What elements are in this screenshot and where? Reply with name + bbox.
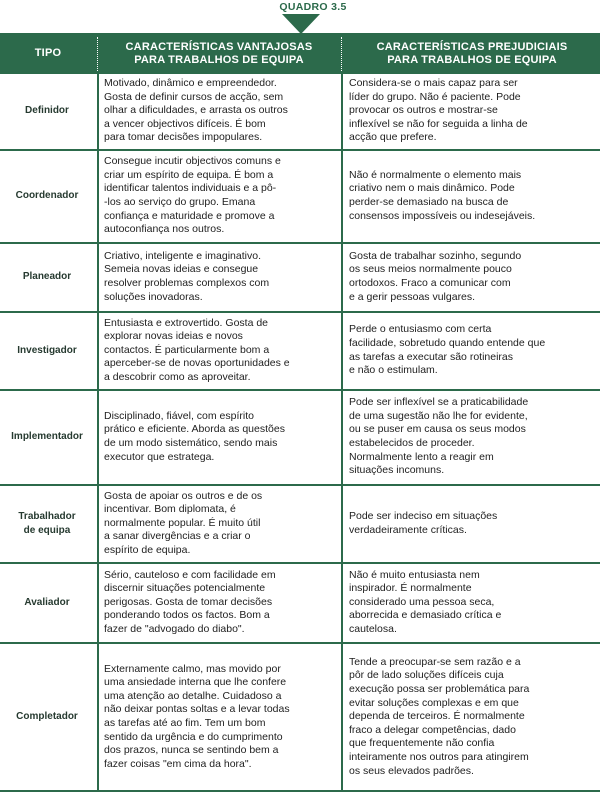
row-disadvantages: Considera-se o mais capaz para ser líder do grupo. Não é paciente. Pode provocar os outros e mostrar-se inflexível se não for seguida a linha de acção que prefere. [349, 77, 528, 144]
row-disadvantages: Não é muito entusiasta nem inspirador. É normalmente considerado uma pessoa seca, aborrecida e demasiado crítica e cautelosa. [349, 568, 502, 635]
table-row [0, 74, 600, 148]
row-type: Definidor [25, 105, 69, 116]
row-advantages: Sério, cauteloso e com facilidade em discernir situações potencialmente perigosas. Gosta de tomar decisões ponderando todos os factos. Bom a fazer de "advogado do diabo". [104, 568, 276, 635]
team-roles-table [0, 33, 600, 792]
header-divider [341, 37, 342, 71]
table-row [0, 486, 600, 561]
row-disadvantages: Gosta de trabalhar sozinho, segundo os seus meios normalmente pouco ortodoxos. Fraco a comunicar com e a gerir pessoas vulgares. [349, 249, 522, 303]
row-disadvantages: Pode ser inflexível se a praticabilidade de uma sugestão não lhe for evidente, ou se puser em causa os seus modos estabelecidos de proceder. Normalmente lento a reagir em situações incomuns. [349, 396, 529, 477]
table-caption [0, 0, 600, 36]
row-disadvantages: Pode ser indeciso em situações verdadeiramente críticas. [349, 509, 498, 536]
row-type: Implementador [11, 431, 83, 442]
row-type: Investigador [17, 344, 77, 356]
table-title: QUADRO 3.5 [279, 1, 347, 13]
row-type: Completador [16, 711, 78, 722]
row-type: Planeador [22, 271, 72, 282]
header-type: TIPO [34, 47, 62, 59]
header-disadvantages: CARACTERÍSTICAS PREJUDICIAIS PARA TRABALHOS DE EQUIPA [376, 40, 568, 66]
table-header [0, 33, 600, 74]
row-advantages: Disciplinado, fiável, com espírito prático e eficiente. Aborda as questões de um modo sistemático, sendo mais executor que estratega. [104, 409, 285, 463]
row-disadvantages: Não é normalmente o elemento mais criativo nem o mais dinâmico. Pode perder-se demasiado na busca de consensos impossíveis ou indesejáveis. [349, 168, 536, 222]
table-row [0, 564, 600, 641]
row-advantages: Motivado, dinâmico e empreendedor. Gosta de definir cursos de acção, sem olhar a dificuldades, e arrasta os outros a vencer objectivos difíceis. É bom para tomar decisões impopulares. [104, 77, 288, 144]
title-arrow-icon [282, 14, 320, 34]
header-advantages: CARACTERÍSTICAS VANTAJOSAS PARA TRABALHOS DE EQUIPA [125, 40, 313, 66]
row-type: Coordenador [15, 190, 79, 201]
table-row [0, 244, 600, 310]
header-divider [97, 37, 98, 71]
table-row [0, 151, 600, 241]
table-row [0, 391, 600, 483]
row-type: Avaliador [24, 596, 70, 608]
row-disadvantages: Tende a preocupar-se sem razão e a pôr de lado soluções difíceis cuja execução possa ser problemática para evitar soluções complexas e em que dependa de terceiros. É normalmente fraco a delegar competências, dado que frequentemente não confia inteiramente nos outros para atingirem os seus elevados padrões. [349, 655, 530, 777]
table-row [0, 644, 600, 790]
row-advantages: Consegue incutir objectivos comuns e criar um espírito de equipa. É bom a identificar talentos individuais e a pô- -los ao serviço do grupo. Emana confiança e maturidade e promove a autoconfiança nos outros. [104, 155, 281, 236]
row-advantages: Criativo, inteligente e imaginativo. Semeia novas ideias e consegue resolver problemas complexos com soluções inovadoras. [104, 249, 270, 303]
table-row [0, 313, 600, 388]
row-type: Trabalhador de equipa [18, 510, 76, 536]
row-disadvantages: Perde o entusiasmo com certa facilidade, sobretudo quando entende que as tarefas a executar são rotineiras e não o estimulam. [349, 323, 546, 377]
row-advantages: Entusiasta e extrovertido. Gosta de explorar novas ideias e novos contactos. É particularmente bom a aperceber-se de novas oportunidades e a descobrir como as aproveitar. [104, 316, 290, 383]
row-advantages: Externamente calmo, mas movido por uma ansiedade interna que lhe confere uma atenção ao detalhe. Cuidadoso a não deixar pontas soltas e a levar todas as tarefas até ao fim. Tem um bom sentido da urgência e do cumprimento dos prazos, nunca se sentindo bem a fazer coisas "em cima da hora". [104, 662, 290, 770]
row-advantages: Gosta de apoiar os outros e de os incentivar. Bom diplomata, é normalmente popular. É muito útil a sanar divergências e a criar o espírito de equipa. [104, 489, 263, 556]
